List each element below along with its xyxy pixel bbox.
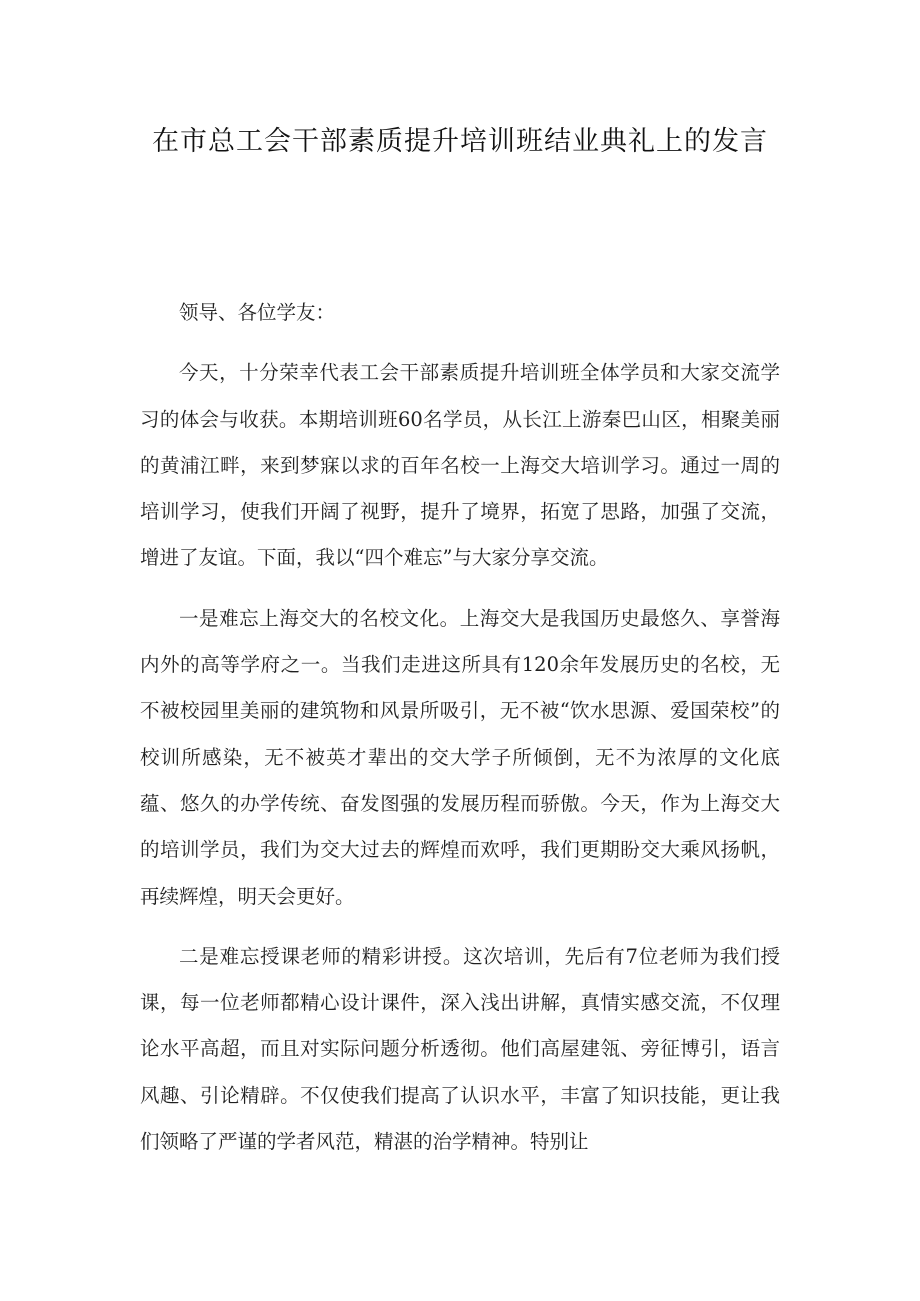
document-title: 在市总工会干部素质提升培训班结业典礼上的发言: [152, 126, 768, 157]
paragraph-first-memory: 一是难忘上海交大的名校文化。上海交大是我国历史最悠久、享誉海内外的高等学府之一。当我们走进这所具有120余年发展历史的名校，无不被校园里美丽的建筑物和风景所吸引，无不被“饮水思源、爱国荣校”的校训所感染，无不被英才辈出的交大学子所倾倒，无不为浓厚的文化底蕴、悠久的办学传统、奋发图强的发展历程而骄傲。今天，作为上海交大的培训学员，我们为交大过去的辉煌而欢呼，我们更期盼交大乘风扬帆，再续辉煌，明天会更好。: [140, 606, 780, 908]
document-body: [140, 290, 780, 1179]
salutation: 领导、各位学友：: [179, 301, 336, 324]
paragraph-second-memory: 二是难忘授课老师的精彩讲授。这次培训，先后有7位老师为我们授课，每一位老师都精心设计课件，深入浅出讲解，真情实感交流，不仅理论水平高超，而且对实际问题分析透彻。他们高屋建瓴、旁征博引，语言风趣、引论精辟。不仅使我们提高了认识水平，丰富了知识技能，更让我们领略了严谨的学者风范，精湛的治学精神。特别让: [140, 944, 780, 1154]
paragraph-intro: 今天，十分荣幸代表工会干部素质提升培训班全体学员和大家交流学习的体会与收获。本期培训班60名学员，从长江上游秦巴山区，相聚美丽的黄浦江畔，来到梦寐以求的百年名校一上海交大培训学习。通过一周的培训学习，使我们开阔了视野，提升了境界，拓宽了思路，加强了交流，增进了友谊。下面，我以“四个难忘”与大家分享交流。: [140, 361, 780, 570]
